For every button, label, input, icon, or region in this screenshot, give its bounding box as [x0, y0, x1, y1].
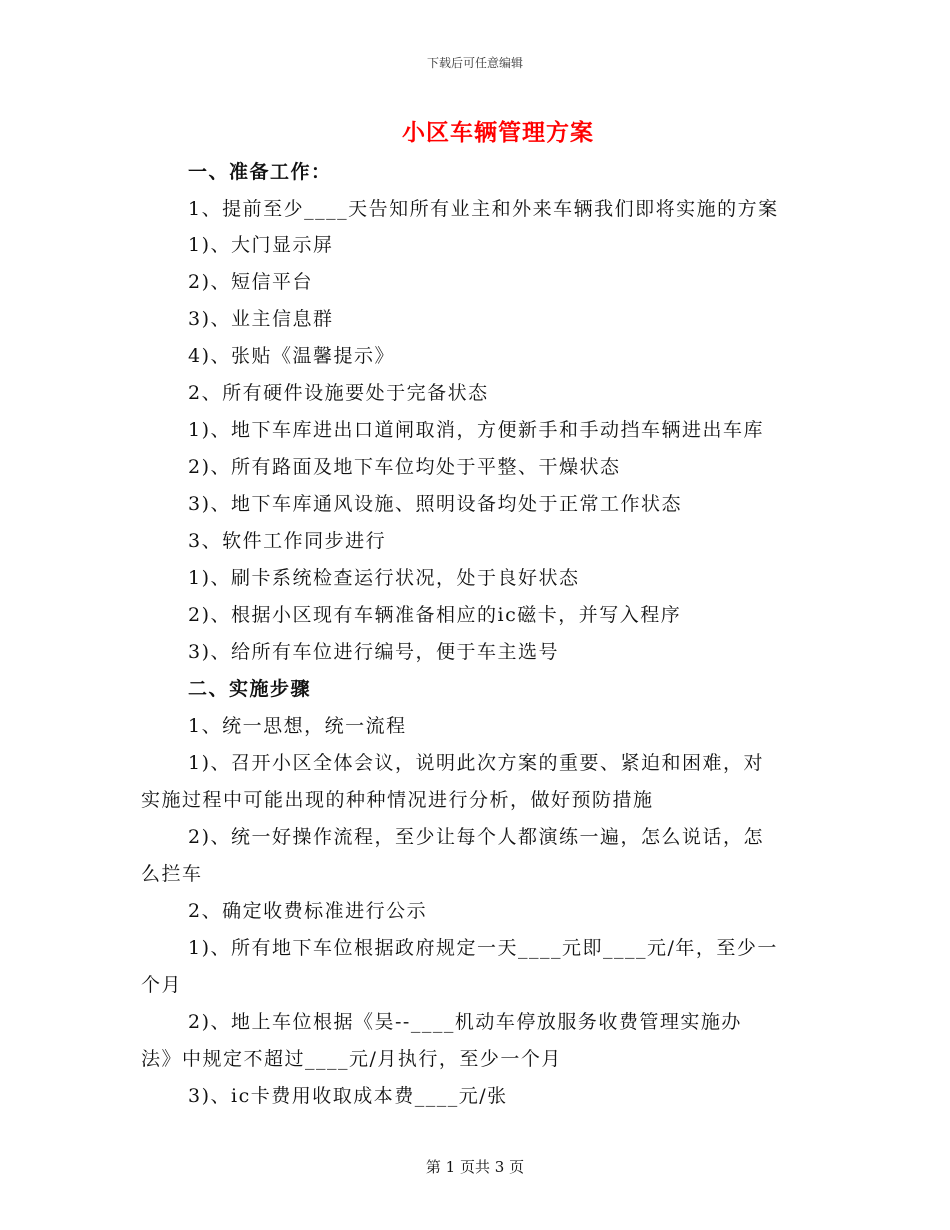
paragraph-line: 1)、召开小区全体会议，说明此次方案的重要、紧迫和困难，对: [188, 752, 765, 774]
paragraph-line: 3)、地下车库通风设施、照明设备均处于正常工作状态: [188, 493, 683, 515]
paragraph-line: 2、确定收费标准进行公示: [188, 900, 428, 922]
paragraph-line: 1)、刷卡系统检查运行状况，处于良好状态: [188, 567, 580, 589]
document-title: 小区车辆管理方案: [402, 119, 594, 146]
paragraph-line: 3)、给所有车位进行编号，便于车主选号: [188, 641, 560, 663]
paragraph-line: 3)、业主信息群: [188, 308, 334, 330]
paragraph-line: 3)、ic卡费用收取成本费____元/张: [188, 1085, 508, 1107]
paragraph-line: 个月: [141, 974, 183, 996]
paragraph-line: 2)、统一好操作流程，至少让每个人都演练一遍，怎么说话，怎: [188, 826, 765, 848]
paragraph-line: 法》中规定不超过____元/月执行，至少一个月: [141, 1048, 562, 1070]
paragraph-line: 4)、张贴《温馨提示》: [188, 345, 396, 367]
paragraph-line: 么拦车: [141, 863, 203, 885]
section-heading: 一、准备工作：: [188, 161, 332, 183]
paragraph-line: 2、所有硬件设施要处于完备状态: [188, 382, 489, 404]
paragraph-line: 2)、地上车位根据《吴--____机动车停放服务收费管理实施办: [188, 1011, 742, 1033]
section-heading: 二、实施步骤: [188, 678, 312, 700]
paragraph-line: 1)、地下车库进出口道闸取消，方便新手和手动挡车辆进出车库: [188, 419, 765, 441]
paragraph-line: 3、软件工作同步进行: [188, 530, 387, 552]
paragraph-line: 1、统一思想，统一流程: [188, 715, 407, 737]
paragraph-line: 1)、所有地下车位根据政府规定一天____元即____元/年，至少一: [188, 937, 778, 959]
page-number: 第 1 页共 3 页: [425, 1158, 525, 1176]
header-note: 下载后可任意编辑: [426, 56, 523, 70]
paragraph-line: 1、提前至少____天告知所有业主和外来车辆我们即将实施的方案: [188, 198, 779, 220]
paragraph-line: 2)、所有路面及地下车位均处于平整、干燥状态: [188, 456, 621, 478]
paragraph-line: 2)、根据小区现有车辆准备相应的ic磁卡，并写入程序: [188, 604, 682, 626]
paragraph-line: 实施过程中可能出现的种种情况进行分析，做好预防措施: [141, 789, 654, 811]
paragraph-line: 1)、大门显示屏: [188, 234, 334, 256]
paragraph-line: 2)、短信平台: [188, 271, 314, 293]
